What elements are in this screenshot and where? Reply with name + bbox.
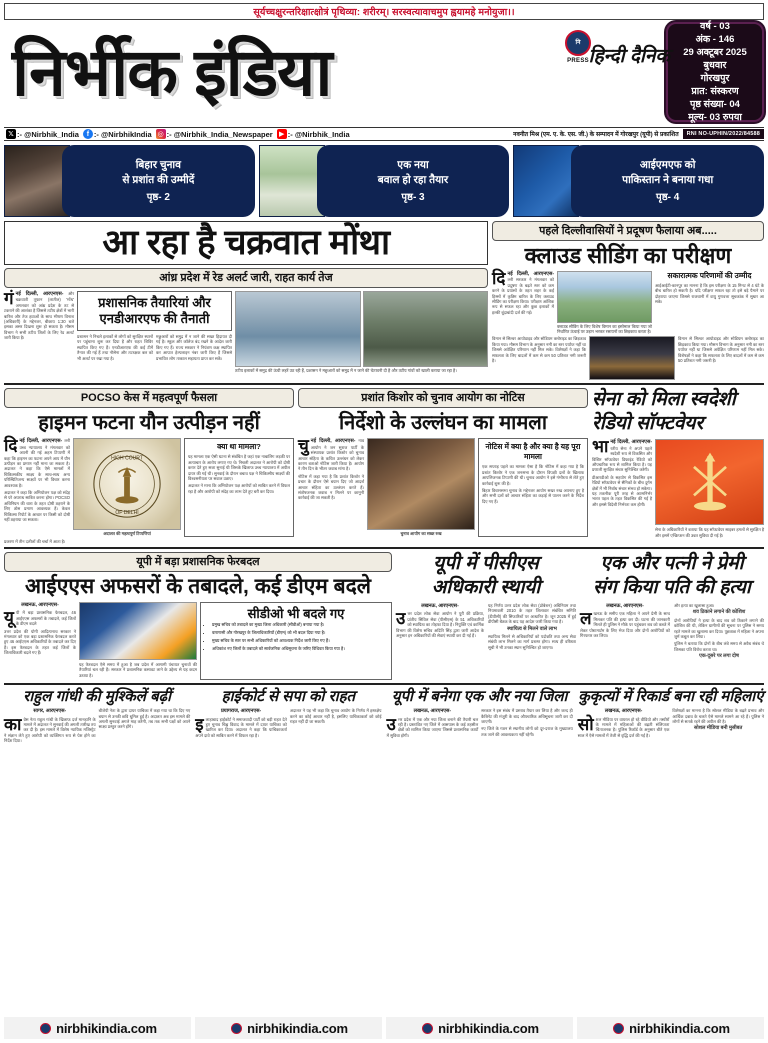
- social-item-instagram[interactable]: [156, 129, 273, 139]
- pocso-box-title: क्या था मामला?: [217, 442, 261, 452]
- lead-body-1: और चक्रवाती तूफान (लातील) 'मोंथ' अगलवार को आंध्र प्रदेश के तट से टकराने की आशंका है जिससे तटीय क्षेत्रों में भारी बारिश और तेज हवाओं के साथ भीषण विनाश (अधिकारी) के मद्देनजर, बीकाय 1:30 बजे इसका असर दिखना शुरू हो सकता है। मौसम विभाग ने सभी तटीय जिलों के लिए रेड अलर्ट जारी किया है।: [4, 291, 75, 341]
- ias-bullet: • प्रमुख सचिव को तबादले का मुख्य जिला अधिकारी (सीडीओ) बनाया गया है।: [212, 622, 388, 628]
- prashant-kishor-column: [298, 388, 588, 544]
- wife-body-col-1: [580, 603, 670, 662]
- pk-body-col-1: [298, 438, 364, 536]
- pk-info-box: [478, 438, 588, 536]
- ias-transfer-column: [4, 552, 392, 680]
- delhi-high-court-emblem-icon: [73, 438, 181, 530]
- third-section: [4, 552, 764, 680]
- ias-body-1: पी में बड़ा प्रशासनिक फेरबदल, 46 आईएएस अफसरों के तबादले, कई जिलों के डीएम बदले: [15, 610, 76, 627]
- pocso-box-body-2: अदालत ने माना कि अभियोजन पक्ष आरोपों को साबित करने में विफल रहा है और आरोपी को संदेह का लाभ देते हुए बरी कर दिया।: [188, 483, 290, 494]
- pocso-dateline: नई दिल्ली, आरएनएस-: [19, 438, 63, 445]
- teaser-row: [4, 145, 764, 217]
- bottom-body-3: नए जिले के गठन से स्थानीय लोगों को दूर-दराज के मुख्यालय तक जाने की आवश्यकता नहीं रहेगी।: [481, 726, 573, 737]
- footer-url[interactable]: nirbhikindia.com: [629, 1020, 730, 1036]
- cloud-kicker: पहले दिल्लीवासियों ने प्रदूषण फैलाया अब.....: [492, 221, 764, 241]
- pocso-dropcap: दि: [4, 436, 18, 456]
- ias-kicker: यूपी में बड़ा प्रशासनिक फेरबदल: [4, 552, 392, 572]
- pk-box-body: एक सप्ताह पहले का मामला ऐसा है कि नोटिस में कहा गया है कि प्रशांत किशोर ने एक जनसभा के दौरान विपक्षी दलों के खिलाफ आपत्तिजनक टिप्पणी की थी। चुनाव आयोग ने इसे गंभीरता से लेते हुए कार्रवाई शुरू की है।: [482, 464, 584, 486]
- svg-text:HIGH COURT: HIGH COURT: [111, 455, 143, 462]
- pocso-headline[interactable]: हाइमन फटना यौन उत्पीड़न नहीं: [38, 412, 260, 435]
- army-headline-line-2[interactable]: रेडियो सॉफ्टवेयर: [592, 413, 704, 435]
- ias-dropcap: यू: [4, 608, 14, 628]
- cloud-photo-col: [557, 271, 652, 334]
- edition-day: बुधवार: [703, 60, 727, 71]
- pocso-body-1: ल्ली उच्च न्यायालय ने मंगलवार को अपनी की गई अहम टिप्पणी में कहा कि हाइमन का फटना अपने आप में यौन उत्पीड़न का प्रमाण नहीं माना जा सकता है। अदालत ने कहा कि ऐसे मामलों में चिकित्सकीय साक्ष्य के साथ-साथ अन्य परिस्थितिजन्य साक्ष्यों पर भी विचार करना आवश्यक है।: [4, 438, 71, 488]
- bottom-headline[interactable]: राहुल गांधी की मुश्किलें बढ़ीं: [23, 688, 171, 706]
- bottom-dropcap: इ: [195, 714, 204, 734]
- ias-body-3: यह फेरबदल ऐसे समय में हुआ है जब प्रदेश में आगामी पंचायत चुनावों की तैयारियां चल रही हैं। सरकार ने प्रशासनिक कसावट लाने के उद्देश्य से यह कदम उठाया है।: [79, 662, 197, 678]
- edition-price: मूल्य- 03 रुपया: [688, 112, 742, 123]
- teaser-photo: [4, 145, 70, 217]
- bottom-body-1: शल मीडिया पर वायरल हो रहे वीडियो और तस्वीरों के मामले में महिलाओं की बढ़ती संलिप्तता चिंताजनक है। पुलिस रिकॉर्ड के अनुसार बीते एक साल में ऐसे मामलों में तेजी से वृद्धि दर्ज की गई है।: [577, 716, 670, 738]
- edition-city: गोरखपुर: [700, 73, 730, 84]
- bottom-body-2: सरकार ने इस संबंध में प्रस्ताव तैयार कर लिया है और जल्द ही कैबिनेट की मंजूरी के बाद औपचारिक अधिसूचना जारी कर दी जाएगी।: [481, 708, 573, 725]
- cloud-photo-landscape: [557, 271, 652, 323]
- footer-website-cell[interactable]: [4, 1017, 191, 1039]
- bottom-body-1: ग्रेस नेता राहुल गांधी के खिलाफ दर्ज मानहानि के मामले में अदालत ने सुनवाई की अगली तारीख तय कर दी है। इस मामले में विशेष न्यायिक मजिस्ट्रेट ने संज्ञान लेते हुए आरोपी को व्यक्तिगत रूप से पेश होने का निर्देश दिया।: [4, 716, 96, 744]
- pcs-headline-line-2[interactable]: अधिकारी स्थायी: [431, 577, 541, 599]
- pk-box-title: नोटिस में क्या है और क्या है यह पूरा मामला: [485, 442, 581, 462]
- teaser-line-2: से प्रशांत की उम्मीदें: [122, 174, 195, 186]
- cloud-body-2: विमान से सिल्वर आयोडाइड और सोडियम क्लोराइड का छिड़काव किया गया। मौसम विभाग के अनुसार नमी का स्तर पर्याप्त नहीं था जिससे अपेक्षित परिणाम नहीं मिल सके। विशेषज्ञों ने कहा कि सफलता के लिए बादलों में कम से कम 50 प्रतिशत नमी जरूरी है।: [492, 336, 586, 364]
- second-section: [4, 388, 764, 544]
- ias-box-title: सीडीओ भी बदले गए: [247, 606, 345, 622]
- lead-headline[interactable]: आ रहा है चक्रवात मोंथा: [102, 223, 390, 262]
- cloud-side-box-body: आईआईटी-कानपुर का मानना है कि इस परीक्षण के 15 मिनट से 4 घंटे के बीच बारिश हो सकती है। यदि परीक्षण सफल रहा तो इसे बड़े पैमाने पर दोहराया जाएगा जिससे राजधानी में वायु गुणवत्ता सूचकांक में सुधार आ सके।: [655, 283, 764, 305]
- footer-website-cell[interactable]: [386, 1017, 573, 1039]
- pcs-body-1: त्तर प्रदेश लोक सेवा आयोग ने पूरी की प्रक्रिया, प्रांतीय सिविल सेवा (पीसीएस) के 51 अधिकारियों को स्थायित्व का तोहफा दिया है। नियुक्ति एवं कार्मिक विभाग की विशेष सचिव अदिति सिंह द्वारा जारी आदेश के अनुसार इन अधिकारियों की सेवाएं स्थायी कर दी गई हैं।: [396, 611, 484, 639]
- footer-url[interactable]: nirbhikindia.com: [247, 1020, 348, 1036]
- bottom-dateline: लखनऊ, आरएनएस-: [604, 708, 643, 715]
- wife-headline-line-2[interactable]: संग किया पति की हत्या: [593, 577, 751, 599]
- wife-dateline: लखनऊ, आरएनएस-: [606, 603, 644, 610]
- pcs-sub-head: स्थायित्व से मिलने वाले लाभ: [507, 625, 557, 632]
- pocso-tail: प्रकरण में तीन दलीलों की चर्चा में आता है।: [4, 538, 66, 544]
- bottom-story: [4, 688, 190, 745]
- lead-body-col-1: [4, 291, 74, 373]
- social-item-x[interactable]: [6, 129, 79, 139]
- wife-murder-column: [580, 552, 764, 680]
- army-dropcap: भा: [592, 437, 609, 457]
- sanskrit-shloka-strip: [4, 3, 764, 20]
- pcs-column: [396, 552, 576, 680]
- social-handle-youtube: :- @Nirbhik_India: [287, 129, 350, 139]
- lead-photo-palms: [363, 291, 489, 367]
- wife-body-col-2: [674, 603, 764, 662]
- wife-col2-body-2: पुलिस ने बताया कि दोनों के बीच लंबे समय से अवैध संबंध थे जिसका पति विरोध करता था।: [674, 641, 764, 652]
- footer-url[interactable]: nirbhikindia.com: [438, 1020, 539, 1036]
- x-icon: 𝕏: [6, 129, 16, 139]
- footer-logo-icon: [611, 1020, 625, 1036]
- teaser-card[interactable]: [4, 145, 255, 217]
- footer-logo-icon: [38, 1020, 52, 1036]
- lead-kicker: आंध्र प्रदेश में रेड अलर्ट जारी, राहत कार्य तेज: [4, 268, 488, 288]
- bottom-story: [195, 688, 381, 745]
- pcs-dropcap: उ: [396, 609, 406, 629]
- ias-photo-col: [79, 602, 197, 680]
- army-radio-column: [592, 388, 764, 544]
- bottom-dateline: लखनऊ, आरएनएस-: [413, 708, 452, 715]
- indian-army-crest-icon: [655, 439, 764, 525]
- social-handle-x: :- @Nirbhik_India: [17, 129, 79, 139]
- pk-body-2: नोटिस में कहा गया है कि प्रशांत किशोर ने प्रचार के दौरान ऐसे बयान दिए जो आदर्श आचार संहिता का उल्लंघन करते हैं। संतोषजनक जवाब न मिलने पर कानूनी कार्रवाई की जा सकती है।: [298, 473, 364, 501]
- bottom-dropcap: सो: [577, 714, 594, 734]
- social-item-youtube[interactable]: [277, 129, 350, 139]
- bottom-body-2: बीजेपी नेता के द्वारा दायर याचिका में कहा गया था कि दिए गए बयान से उनकी छवि धूमिल हुई है। अदालत अब इस मामले की अगली सुनवाई अगले माह करेगी, तब तक सभी पक्षों को अपने साक्ष्य प्रस्तुत करने होंगे।: [98, 708, 191, 730]
- lead-subhead: प्रशासनिक तैयारियां और एनडीआरएफ की तैनाती: [98, 295, 211, 326]
- ias-info-box: [200, 602, 392, 680]
- army-dateline: नई दिल्ली, आरएनएस-: [610, 439, 652, 446]
- pocso-kicker: POCSO केस में महत्वपूर्ण फैसला: [4, 388, 294, 408]
- lead-photo-caption: तटीय इलाकों में समुद्र की ऊंची लहरें उठ रही हैं, प्रशासन ने मछुआरों को समुद्र में न जाने की चेतावनी दी है और तटीय गांवों को खाली कराया जा रहा है।: [235, 368, 457, 373]
- masthead: [4, 20, 764, 126]
- press-logo-label: PRESS: [567, 58, 589, 64]
- masthead-title-area: [4, 20, 531, 126]
- pk-dateline: नई दिल्ली, आरएनएस-: [310, 438, 356, 445]
- teaser-photo: [259, 145, 325, 217]
- pcs-col2-body: यह निर्णय उत्तर प्रदेश लोक सेवा (प्रोबेशन) अधिनियम तथा नियमावली 2010 के तहत जिलावार संबंधित समिति (डीपीसी) की सिफारिशों पर आधारित है। जून 2025 में हुई डीपीसी बैठक के बाद यह आदेश जारी किया गया है।: [488, 603, 576, 625]
- pocso-column: [4, 388, 294, 544]
- teaser-line-2: बवाल हो रहा तैयार: [377, 174, 449, 186]
- bottom-section: [4, 688, 764, 745]
- edition-info-box: [666, 22, 764, 122]
- pocso-caption: अदालत की महत्वपूर्ण टिप्पणियां: [103, 531, 151, 537]
- hindi-daily-label: हिन्दी दैनिक: [588, 46, 670, 67]
- lead-subhead-col: [77, 291, 232, 373]
- pk-photo-col: [367, 438, 475, 536]
- footer-logo-icon: [420, 1020, 434, 1036]
- social-handle-instagram: :- @Nirbhik_India_Newspaper: [166, 129, 273, 139]
- bottom-sub-head: सोशल मीडिया बनी मुसीबत: [693, 725, 743, 732]
- teaser-body: [317, 145, 510, 217]
- teaser-card[interactable]: [513, 145, 764, 217]
- bottom-dateline: सागर, आरएनएस-: [33, 708, 67, 715]
- lead-story-column: [4, 221, 488, 380]
- edition-date: 29 अक्टूबर 2025: [683, 47, 747, 58]
- sanskrit-shloka-text: सूर्यच्चक्षुरन्तरिक्षात्क्षोत्रं पृथिव्या: शरीरम्। सरस्वत्यावाचमुप ह्वयामहे मनोयुजा।।: [253, 7, 515, 18]
- cloud-body-1: ल्ली सरकार ने मंगलवार को प्रदूषण के बढ़ते स्तर को कम करने के प्रयासों के तहत शहर के कई हिस्सों में कृत्रिम बारिश के लिए क्लाउड सीडिंग का परीक्षण किया। परीक्षण आंशिक रूप से सफल रहा और कुछ इलाकों में हल्की बूंदाबांदी दर्ज की गई।: [492, 277, 554, 315]
- ias-dateline: लखनऊ, आरएनएस-: [21, 602, 59, 609]
- bottom-dropcap: का: [4, 714, 22, 734]
- cloud-seeding-column: [492, 221, 764, 380]
- cloud-side-box-title: सकारात्मक परिणामों की उम्मीद: [667, 271, 752, 280]
- cloud-body-3: विमान से सिल्वर आयोडाइड और सोडियम क्लोराइड का छिड़काव किया गया। मौसम विभाग के अनुसार नमी का स्तर पर्याप्त नहीं था जिससे अपेक्षित परिणाम नहीं मिल सके। विशेषज्ञों ने कहा कि सफलता के लिए बादलों में कम से कम 50 प्रतिशत नमी जरूरी है।: [678, 336, 764, 364]
- teaser-page-ref: पृष्ठ- 3: [401, 192, 425, 203]
- press-emblem-icon: नि: [565, 30, 591, 56]
- lead-dropcap: गं: [4, 289, 14, 308]
- teaser-card[interactable]: [259, 145, 510, 217]
- army-body-3: सेना के अधिकारियों ने बताया कि यह सॉफ्टवेयर साइबर हमलों से सुरक्षित है और इसमें एन्क्रिप्शन की उन्नत सुविधा दी गई है।: [655, 527, 764, 538]
- pk-headline[interactable]: निर्देशो के उल्लंघन का मामला: [338, 412, 548, 435]
- bottom-story: [578, 688, 764, 745]
- cloud-headline[interactable]: क्लाउड सीडिंग का परीक्षण: [524, 243, 732, 268]
- cloud-side-box: [655, 271, 764, 334]
- pk-kicker: प्रशांत किशोर को चुनाव आयोग का नोटिस: [298, 388, 588, 408]
- teaser-line-1: बिहार चुनाव: [135, 159, 181, 171]
- pcs-dateline: लखनऊ, आरएनएस-: [421, 603, 459, 610]
- teaser-body: [571, 145, 764, 217]
- teaser-photo: [513, 145, 579, 217]
- pk-caption: चुनाव आयोग का सख्त रुख: [400, 531, 442, 537]
- ias-body-2: उत्तर प्रदेश की योगी आदित्यनाथ सरकार ने मंगलवार को एक बड़ा प्रशासनिक फेरबदल करते हुए 46 आईएएस अधिकारियों के तबादले कर दिए हैं। इस फेरबदल के तहत कई जिलों के जिलाधिकारी बदले गए हैं।: [4, 628, 76, 656]
- social-item-facebook[interactable]: [83, 129, 152, 139]
- social-handles: [4, 129, 513, 139]
- bottom-body-2: विशेषज्ञों का मानना है कि सोशल मीडिया के बढ़ते प्रभाव और आर्थिक दबाव के चलते ऐसे मामले सामने आ रहे हैं। पुलिस ने लोगों से सतर्क रहने की अपील की है।: [672, 708, 764, 725]
- pk-box-body-2: बिहार विधानसभा चुनाव के मद्देनजर आयोग सख्त रुख अपनाए हुए है और सभी दलों को आचार संहिता का कड़ाई से पालन करने के निर्देश दिए गए हैं।: [482, 488, 584, 504]
- army-headline-line-1[interactable]: सेना को मिला स्वदेशी: [592, 389, 736, 411]
- pk-body-1: नाव आयोग ने जन सुराज पार्टी के संस्थापक प्रशांत किशोर को चुनाव आचार संहिता के कथित उल्लंघन को लेकर कारण बताओ नोटिस जारी किया है। आयोग ने तीन दिन के भीतर जवाब मांगा है।: [298, 438, 365, 472]
- ias-bullet-list: [204, 622, 388, 652]
- newspaper-title: निर्भीक इंडिया: [12, 35, 332, 109]
- bottom-body-1: त्तर प्रदेश में एक और नया जिला बनाने की तैयारी चल रही है। प्रस्तावित नए जिले में आसपास के कई तहसील क्षेत्रों को शामिल किया जाएगा जिससे प्रशासनिक कार्यों में सुविधा होगी।: [386, 716, 479, 738]
- bottom-body-2: अदालत ने यह भी कहा कि चुनाव आयोग के निर्णय में हस्तक्षेप करने का कोई आधार नहीं है, इसलिए याचिकाकर्ता को कोई राहत नहीं दी जा सकती।: [289, 708, 382, 725]
- edition-pages: पृष्ठ संख्या- 04: [690, 99, 740, 110]
- pk-dropcap: चु: [298, 436, 309, 456]
- pocso-box-body: यह मामला एक ऐसी घटना से संबंधित है जहां एक नाबालिग लड़की पर अत्याचार के आरोप लगाए गए थे। निचली अदालत ने आरोपी को दोषी करार देते हुए सजा सुनाई थी जिसके खिलाफ उच्च न्यायालय में अपील दायर की गई थी। सुनवाई के दौरान बचाव पक्ष ने चिकित्सीय साक्ष्यों की विश्वसनीयता पर सवाल उठाए।: [188, 454, 290, 482]
- court-seal-icon: [91, 448, 163, 520]
- wife-headline-line-1[interactable]: एक और पत्नी ने प्रेमी: [600, 553, 744, 575]
- bottom-headline[interactable]: यूपी में बनेगा एक और नया जिला: [391, 688, 568, 706]
- pocso-body-col-1: [4, 438, 70, 536]
- ias-body-col-1: [4, 602, 76, 680]
- wife-col2-top: और हत्या का खुलासा हुआ।: [674, 603, 715, 609]
- footer-website-cell[interactable]: [195, 1017, 382, 1039]
- lead-photo-ship: [235, 291, 361, 367]
- footer-url[interactable]: nirbhikindia.com: [56, 1020, 157, 1036]
- pcs-body-col-1: [396, 603, 484, 652]
- teaser-page-ref: पृष्ठ- 4: [656, 192, 680, 203]
- footer-row: [4, 1017, 764, 1039]
- rni-number-badge: RNI NO-UPHIN/2022/84588: [683, 129, 764, 139]
- pocso-photo-col: [73, 438, 181, 536]
- bottom-dropcap: उ: [386, 714, 396, 734]
- ias-photo-flags: [79, 602, 197, 660]
- social-media-bar: [4, 127, 764, 141]
- edition-year: वर्ष - 03: [700, 21, 730, 32]
- army-body-1: रतीय सेना ने अपने पहले स्वदेशी रूप से विकसित और विशिष्ट सॉफ्टवेयर डिफाइंड रेडियो को औपचारिक रूप से शामिल किया है। यह प्रणाली सुरक्षित संचार सुनिश्चित करेगी।: [592, 445, 652, 473]
- youtube-icon: ▶: [277, 129, 287, 139]
- pocso-body-2: अदालत ने कहा कि अभियोजन पक्ष को संदेह से परे अपराध साबित करना होगा। POCSO अधिनियम की धारा के तहत दोषी ठहराने के लिए ठोस प्रमाण आवश्यक हैं। केवल चिकित्सा रिपोर्ट के आधार पर किसी को दोषी नहीं ठहराया जा सकता।: [4, 490, 70, 523]
- lead-dateline: नई दिल्ली, आरएनएस-: [15, 291, 64, 297]
- main-section: [4, 221, 764, 380]
- lead-body-3: मछुआरों को समुद्र में न जाने की सख्त हिदायत दी गई है। स्कूल और कॉलेज बंद रखने के आदेश जारी किए गए हैं। राज्य सरकार ने नियंत्रण कक्ष स्थापित कर आपात हेल्पलाइन नंबर जारी किए हैं जिससे प्रभावित लोग तत्काल सहायता प्राप्त कर सकें।: [156, 334, 232, 361]
- cloud-body-col-2: [492, 336, 586, 380]
- bottom-story: [387, 688, 573, 745]
- bottom-dateline: प्रयागराज, आरएनएस-: [220, 708, 262, 715]
- teaser-line-2: पाकिस्तान ने बनाया गधा: [622, 174, 714, 186]
- cloud-dateline: नई दिल्ली, आरएनएस-: [507, 271, 554, 277]
- bottom-body-1: लाहाबाद हाईकोर्ट ने समाजवादी पार्टी को बड़ी राहत देते हुए चुनाव चिह्न विवाद के मामले में दायर याचिका को खारिज कर दिया। अदालत ने कहा कि याचिकाकर्ता अपने दावे को साबित करने में विफल रहा है।: [195, 716, 287, 738]
- edition-name: प्रात: संस्करण: [691, 86, 739, 97]
- footer-logo-icon: [229, 1020, 243, 1036]
- pk-photo: [367, 438, 475, 530]
- cloud-dropcap: दि: [492, 269, 506, 288]
- ias-bullet: • वाराणसी और गोरखपुर के जिलाधिकारियों (डीएम) को भी बदल दिया गया है।: [212, 630, 388, 636]
- army-photo-col: [655, 439, 764, 540]
- wife-dropcap: ल: [580, 609, 592, 629]
- social-handle-facebook: :- @NirbhikIndia: [93, 129, 152, 139]
- pcs-headline-line-1[interactable]: यूपी में पीसीएस: [433, 553, 539, 575]
- pcs-body-col-2: [488, 603, 576, 652]
- cloud-photo-caption: क्लाउड सीडिंग के लिए विशेष विमान का इस्तेमाल किया गया जो निर्धारित ऊंचाई पर उड़ान भरकर रसायनों का छिड़काव करता है।: [557, 324, 652, 335]
- svg-text:OF DELHI: OF DELHI: [115, 510, 139, 517]
- wife-tail-head: एक-दूसरे पर लगा दोष: [699, 653, 739, 660]
- wife-body-1: खनऊ के समीप एक महिला ने अपने प्रेमी के साथ मिलकर पति की हत्या कर दी। घटना की जानकारी मिलते ही पुलिस ने मौके पर पहुंचकर शव को कब्जे में लेकर पोस्टमार्टम के लिए भेज दिया और दोनों आरोपियों को गिरफ्तार कर लिया।: [580, 611, 670, 639]
- army-body-col-1: [592, 439, 652, 540]
- edition-issue: अंक - 146: [695, 34, 735, 45]
- pocso-info-box: [184, 438, 294, 536]
- ias-bullet: • मुख्य सचिव के स्तर पर सभी अधिकारियों को आवश्यक निर्देश जारी किए गए हैं।: [212, 638, 388, 644]
- teaser-body: [62, 145, 255, 217]
- teaser-page-ref: पृष्ठ- 2: [146, 192, 170, 203]
- lead-photo-col: [235, 291, 488, 373]
- facebook-icon: f: [83, 129, 93, 139]
- army-emblem-icon: [683, 449, 737, 515]
- instagram-icon: ◎: [157, 130, 164, 138]
- wife-col2-body: दोनों आरोपियों ने हत्या के बाद शव को ठिकाने लगाने की कोशिश की थी, लेकिन ग्रामीणों की सूचना पर पुलिस ने समय रहते मामले का खुलासा कर दिया। पूछताछ में महिला ने अपना जुर्म कबूल कर लिया।: [674, 617, 764, 640]
- cloud-photo-launch: [589, 336, 675, 380]
- teaser-line-1: आईएमएफ को: [639, 159, 696, 171]
- lead-body-2: प्रशासन ने निचले इलाकों से लोगों को सुरक्षित स्थानों पर पहुंचाना शुरू कर दिया है और राहत शिविर स्थापित किए गए हैं। एनडीआरएफ की कई टीमें तैनात की गई हैं तथा नौसेना और तटरक्षक बल को भी अलर्ट पर रखा गया है।: [77, 334, 153, 361]
- wife-sub-head: शव ठिकाने लगाने की कोशिश: [692, 609, 746, 616]
- ias-headline[interactable]: आईएएस अफसरों के तबादले, कई डीएम बदले: [24, 575, 372, 599]
- bottom-headline[interactable]: हाईकोर्ट से सपा को राहत: [221, 688, 356, 706]
- publisher-line: नवनीत मिश्र (एम. ए. के. एस. जी.) के सम्पादन में गोरखपुर (यूपी) से प्रकाशित: [513, 132, 679, 138]
- army-body-2: डीआरडीओ के सहयोग से विकसित इस रेडियो सॉफ्टवेयर से सैनिकों के बीच दुर्गम क्षेत्रों में भी निर्बाध संचार संभव हो सकेगा। यह तकनीक पूरी तरह से आत्मनिर्भर भारत पहल के तहत विकसित की गई है और इससे विदेशी निर्भरता कम होगी।: [592, 474, 652, 507]
- pcs-col2-body-2: स्थायित्व मिलने से अधिकारियों को पदोन्नति तथा अन्य सेवा संबंधी लाभ मिलने का मार्ग प्रशस्त होगा। साथ ही वरिष्ठता सूची में भी उनका स्थान सुनिश्चित हो जाएगा।: [488, 634, 576, 650]
- bottom-headline[interactable]: कुकृत्यों में रिकार्ड बना रही महिलाएं: [578, 688, 764, 706]
- masthead-center: [531, 20, 670, 126]
- teaser-line-1: एक नया: [397, 159, 429, 171]
- footer-website-cell[interactable]: [577, 1017, 764, 1039]
- ias-bullet: • अधिकांश नए जिलों के तबादले को सार्वजनिक अधिसूचना के जरिए विधिवत किया गया है।: [212, 646, 388, 652]
- cloud-body-col-1: [492, 271, 554, 334]
